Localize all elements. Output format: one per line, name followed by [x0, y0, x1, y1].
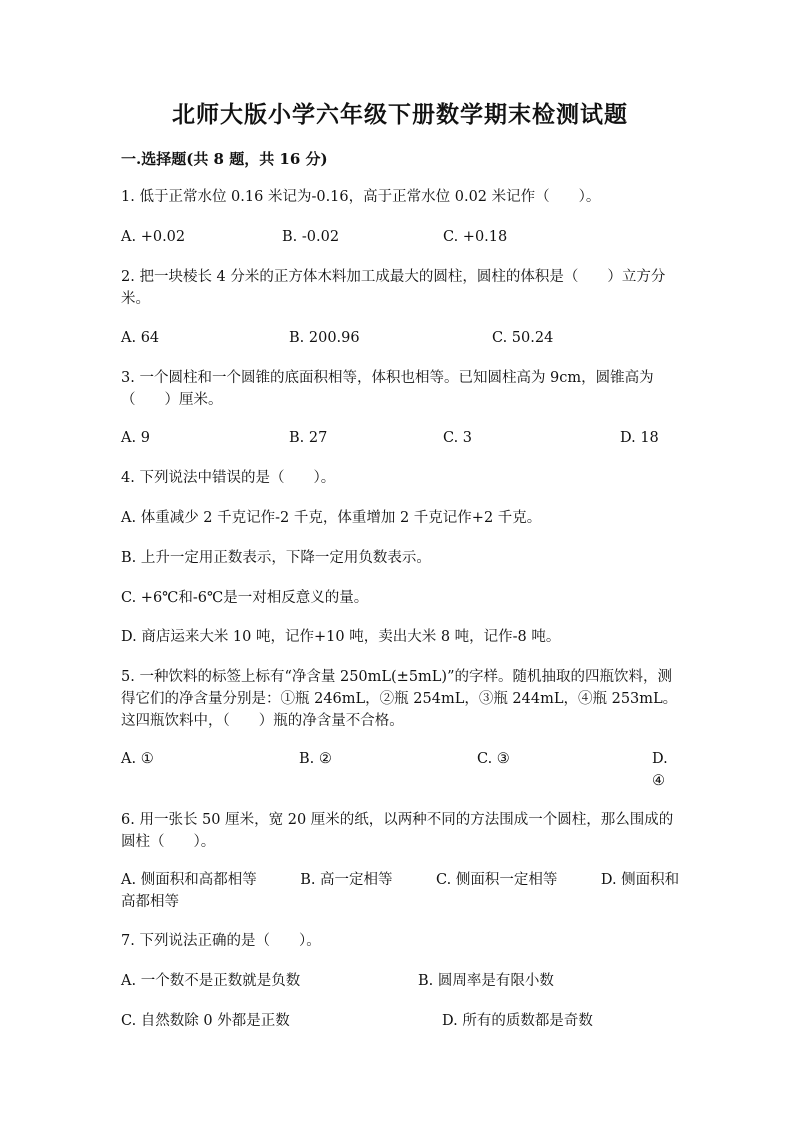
q1-option-b: B. -0.02	[282, 229, 340, 245]
q3-option-c: C. 3	[443, 430, 473, 446]
question-2: 2. 把一块棱长 4 分米的正方体木料加工成最大的圆柱，圆柱的体积是（ ）立方分米。	[121, 269, 666, 307]
q7-option-d: D. 所有的质数都是奇数	[442, 1013, 593, 1029]
question-3: 3. 一个圆柱和一个圆锥的底面积相等，体积也相等。已知圆柱高为 9cm，圆锥高为（ ）厘米。	[121, 370, 654, 408]
q5-option-b: B. ②	[299, 751, 332, 767]
q2-option-c: C. 50.24	[492, 330, 554, 346]
q1-option-a: A. +0.02	[121, 229, 186, 245]
q4-option-b: B. 上升一定用正数表示，下降一定用负数表示。	[121, 550, 431, 566]
q3-option-b: B. 27	[289, 430, 328, 446]
page-title: 北师大版小学六年级下册数学期末检测试题	[172, 101, 628, 128]
question-7: 7. 下列说法正确的是（ ）。	[121, 933, 321, 949]
q5-option-d: D. ④	[652, 751, 668, 789]
q1-option-c: C. +0.18	[443, 229, 508, 245]
q2-option-a: A. 64	[121, 330, 160, 346]
q7-option-b: B. 圆周率是有限小数	[418, 973, 554, 989]
q7-option-a: A. 一个数不是正数就是负数	[121, 973, 301, 989]
question-4: 4. 下列说法中错误的是（ ）。	[121, 470, 336, 486]
q3-option-a: A. 9	[121, 430, 150, 446]
question-1: 1. 低于正常水位 0.16 米记为-0.16，高于正常水位 0.02 米记作（ ）。	[121, 189, 601, 205]
q6-options: A. 侧面积和高都相等 B. 高一定相等 C. 侧面积一定相等 D. 侧面积和高都相等	[121, 872, 680, 910]
q4-option-d: D. 商店运来大米 10 吨，记作+10 吨，卖出大米 8 吨，记作-8 吨。	[121, 629, 561, 645]
q5-option-a: A. ①	[121, 751, 154, 767]
q4-option-c: C. +6℃和-6℃是一对相反意义的量。	[121, 590, 369, 606]
question-6: 6. 用一张长 50 厘米，宽 20 厘米的纸，以两种不同的方法围成一个圆柱，那么围成的圆柱（ ）。	[121, 812, 674, 850]
q7-option-c: C. 自然数除 0 外都是正数	[121, 1013, 290, 1029]
section-heading: 一.选择题(共 8 题，共 16 分)	[121, 150, 328, 168]
q3-option-d: D. 18	[620, 430, 659, 446]
q5-option-c: C. ③	[477, 751, 510, 767]
question-5: 5. 一种饮料的标签上标有“净含量 250mL(±5mL)”的字样。随机抽取的四瓶饮料，测得它们的净含量分别是：①瓶 246mL，②瓶 254mL，③瓶 244mL，④瓶 253mL。这四瓶饮料中，（ ）瓶的净含量不合格。	[121, 669, 678, 729]
q4-option-a: A. 体重减少 2 千克记作-2 千克，体重增加 2 千克记作+2 千克。	[121, 510, 542, 526]
q2-option-b: B. 200.96	[289, 330, 360, 346]
